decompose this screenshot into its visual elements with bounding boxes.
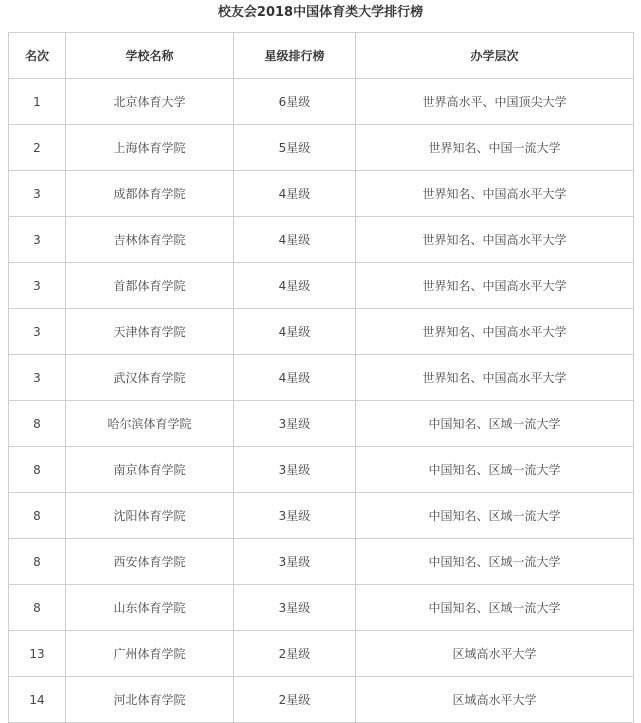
header-school: 学校名称 (66, 33, 234, 79)
cell-stars: 4星级 (234, 217, 356, 263)
cell-level: 世界知名、中国高水平大学 (356, 171, 634, 217)
page-title: 校友会2018中国体育类大学排行榜 (217, 5, 424, 20)
table-row (9, 355, 634, 401)
table-row (9, 585, 634, 631)
table-header-row (9, 33, 634, 79)
cell-school: 南京体育学院 (66, 447, 234, 493)
table-row (9, 631, 634, 677)
cell-rank: 3 (9, 171, 66, 217)
table-row (9, 79, 634, 125)
table-row (9, 539, 634, 585)
cell-rank: 3 (9, 355, 66, 401)
table-row (9, 493, 634, 539)
cell-stars: 6星级 (234, 79, 356, 125)
cell-level: 中国知名、区域一流大学 (356, 493, 634, 539)
cell-level: 世界知名、中国高水平大学 (356, 309, 634, 355)
cell-level: 世界知名、中国高水平大学 (356, 263, 634, 309)
cell-stars: 2星级 (234, 631, 356, 677)
table-row (9, 171, 634, 217)
cell-stars: 4星级 (234, 355, 356, 401)
cell-stars: 3星级 (234, 447, 356, 493)
header-level: 办学层次 (356, 33, 634, 79)
table-body (9, 79, 634, 723)
cell-stars: 4星级 (234, 171, 356, 217)
cell-stars: 3星级 (234, 539, 356, 585)
cell-stars: 3星级 (234, 585, 356, 631)
cell-school: 上海体育学院 (66, 125, 234, 171)
cell-school: 武汉体育学院 (66, 355, 234, 401)
cell-school: 首都体育学院 (66, 263, 234, 309)
cell-level: 中国知名、区域一流大学 (356, 585, 634, 631)
cell-level: 世界知名、中国高水平大学 (356, 355, 634, 401)
cell-rank: 8 (9, 401, 66, 447)
cell-school: 沈阳体育学院 (66, 493, 234, 539)
cell-rank: 8 (9, 585, 66, 631)
cell-rank: 13 (9, 631, 66, 677)
header-stars: 星级排行榜 (234, 33, 356, 79)
cell-level: 区域高水平大学 (356, 677, 634, 723)
cell-stars: 2星级 (234, 677, 356, 723)
table-row (9, 677, 634, 723)
cell-level: 区域高水平大学 (356, 631, 634, 677)
ranking-table (8, 32, 634, 723)
cell-level: 世界知名、中国一流大学 (356, 125, 634, 171)
cell-school: 天津体育学院 (66, 309, 234, 355)
table-row (9, 125, 634, 171)
cell-rank: 8 (9, 539, 66, 585)
table-row (9, 447, 634, 493)
table-row (9, 263, 634, 309)
cell-stars: 5星级 (234, 125, 356, 171)
cell-rank: 8 (9, 493, 66, 539)
cell-rank: 3 (9, 217, 66, 263)
cell-rank: 8 (9, 447, 66, 493)
cell-school: 广州体育学院 (66, 631, 234, 677)
table-row (9, 309, 634, 355)
cell-stars: 4星级 (234, 309, 356, 355)
cell-school: 北京体育大学 (66, 79, 234, 125)
cell-stars: 4星级 (234, 263, 356, 309)
header-rank: 名次 (9, 33, 66, 79)
cell-rank: 3 (9, 263, 66, 309)
cell-school: 哈尔滨体育学院 (66, 401, 234, 447)
cell-level: 中国知名、区域一流大学 (356, 401, 634, 447)
cell-school: 成都体育学院 (66, 171, 234, 217)
cell-school: 山东体育学院 (66, 585, 234, 631)
cell-rank: 3 (9, 309, 66, 355)
cell-school: 河北体育学院 (66, 677, 234, 723)
table-row (9, 401, 634, 447)
cell-rank: 1 (9, 79, 66, 125)
cell-school: 吉林体育学院 (66, 217, 234, 263)
cell-level: 中国知名、区域一流大学 (356, 447, 634, 493)
cell-stars: 3星级 (234, 493, 356, 539)
cell-rank: 2 (9, 125, 66, 171)
cell-level: 中国知名、区域一流大学 (356, 539, 634, 585)
cell-level: 世界知名、中国高水平大学 (356, 217, 634, 263)
table-row (9, 217, 634, 263)
cell-stars: 3星级 (234, 401, 356, 447)
cell-school: 西安体育学院 (66, 539, 234, 585)
cell-rank: 14 (9, 677, 66, 723)
cell-level: 世界高水平、中国顶尖大学 (356, 79, 634, 125)
